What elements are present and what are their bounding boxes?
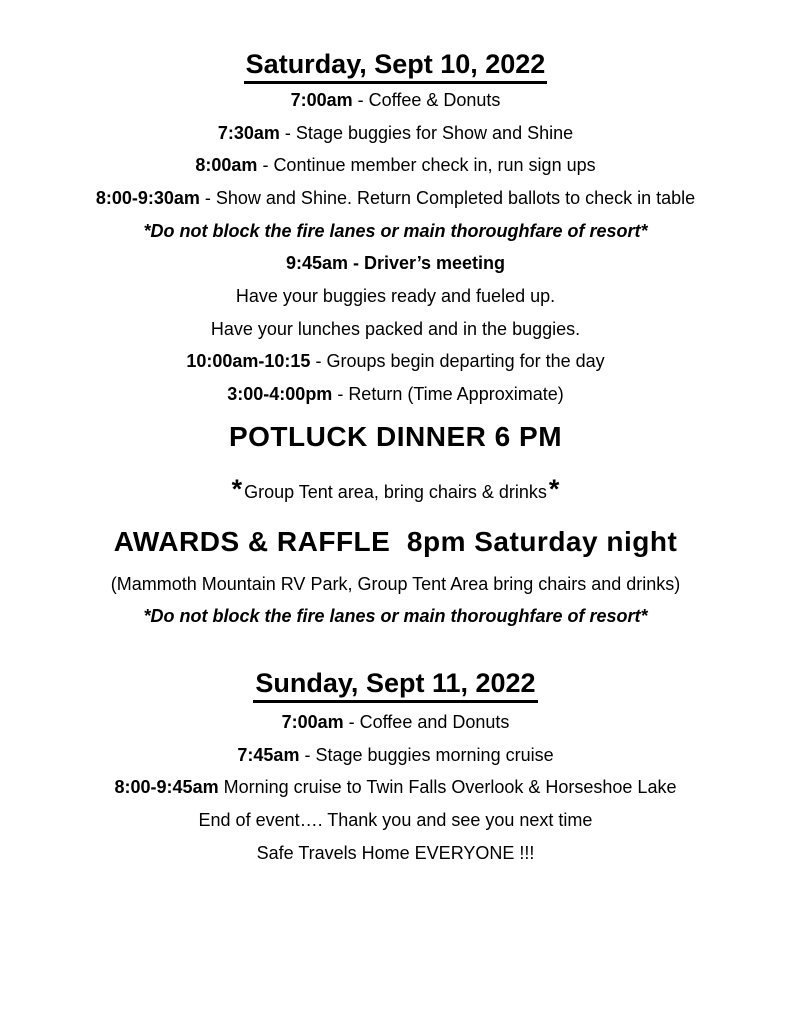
event-time: 8:00am bbox=[195, 155, 258, 176]
potluck-note-text: Group Tent area, bring chairs & drinks bbox=[244, 481, 547, 502]
potluck-heading: POTLUCK DINNER 6 PM bbox=[228, 420, 563, 452]
awards-heading: AWARDS & RAFFLE 8pm Saturday night bbox=[113, 525, 678, 557]
separator: - bbox=[310, 351, 327, 372]
event-text: Stage buggies for Show and Shine bbox=[295, 122, 574, 143]
asterisk-left: * bbox=[231, 473, 243, 504]
separator: - bbox=[332, 383, 349, 404]
event-text: Coffee & Donuts bbox=[368, 90, 501, 111]
event-text: Return (Time Approximate) bbox=[348, 383, 564, 404]
event-time: 8:00-9:45am bbox=[114, 777, 219, 798]
potluck-note bbox=[0, 469, 791, 512]
schedule-line-stage-buggies bbox=[0, 117, 791, 150]
schedule-line-groups-departing bbox=[0, 345, 791, 378]
schedule-line-end-of-event: End of event…. Thank you and see you next time bbox=[198, 809, 593, 830]
fire-lane-warning: *Do not block the fire lanes or main thoroughfare of resort* bbox=[143, 220, 648, 241]
separator: - bbox=[279, 122, 296, 143]
asterisk-right: * bbox=[548, 473, 560, 504]
schedule-line-safe-travels: Safe Travels Home EVERYONE !!! bbox=[256, 842, 535, 863]
schedule-line-return bbox=[0, 378, 791, 411]
sunday-heading bbox=[0, 665, 791, 703]
event-text: Stage buggies morning cruise bbox=[315, 744, 554, 765]
schedule-line-show-and-shine bbox=[0, 182, 791, 215]
schedule-line-sunday-coffee bbox=[0, 706, 791, 739]
event-time: 3:00-4:00pm bbox=[227, 383, 333, 404]
event-text: Show and Shine. Return Completed ballots to check in table bbox=[215, 188, 696, 209]
awards-venue: (Mammoth Mountain RV Park, Group Tent Area bring chairs and drinks) bbox=[110, 573, 681, 594]
separator: - bbox=[352, 90, 369, 111]
event-text: Coffee and Donuts bbox=[359, 711, 510, 732]
event-text: Continue member check in, run sign ups bbox=[273, 155, 596, 176]
separator: - bbox=[199, 188, 216, 209]
schedule-line-drivers-meeting: 9:45am - Driver’s meeting bbox=[285, 253, 506, 274]
event-text: Groups begin departing for the day bbox=[326, 351, 605, 372]
sunday-heading-text: Sunday, Sept 11, 2022 bbox=[253, 668, 537, 703]
schedule-line-coffee-donuts bbox=[0, 84, 791, 117]
event-time: 7:00am bbox=[290, 90, 353, 111]
separator: - bbox=[299, 744, 316, 765]
saturday-heading bbox=[0, 46, 791, 84]
event-time: 8:00-9:30am bbox=[95, 188, 200, 209]
event-time: 7:00am bbox=[281, 711, 344, 732]
fire-lane-warning-2: *Do not block the fire lanes or main thoroughfare of resort* bbox=[143, 606, 648, 627]
schedule-line-sunday-stage bbox=[0, 739, 791, 772]
event-time: 7:45am bbox=[237, 744, 300, 765]
saturday-heading-text: Saturday, Sept 10, 2022 bbox=[244, 49, 548, 84]
separator: - bbox=[343, 711, 360, 732]
event-time: 10:00am-10:15 bbox=[186, 351, 311, 372]
schedule-line-member-checkin bbox=[0, 149, 791, 182]
schedule-line-lunches-packed: Have your lunches packed and in the buggies. bbox=[210, 318, 581, 339]
schedule-line-buggies-fueled: Have your buggies ready and fueled up. bbox=[235, 285, 556, 306]
separator: - bbox=[257, 155, 274, 176]
schedule-line-morning-cruise bbox=[0, 771, 791, 804]
event-time: 7:30am bbox=[217, 122, 280, 143]
event-text: Morning cruise to Twin Falls Overlook & Horseshoe Lake bbox=[223, 777, 677, 798]
